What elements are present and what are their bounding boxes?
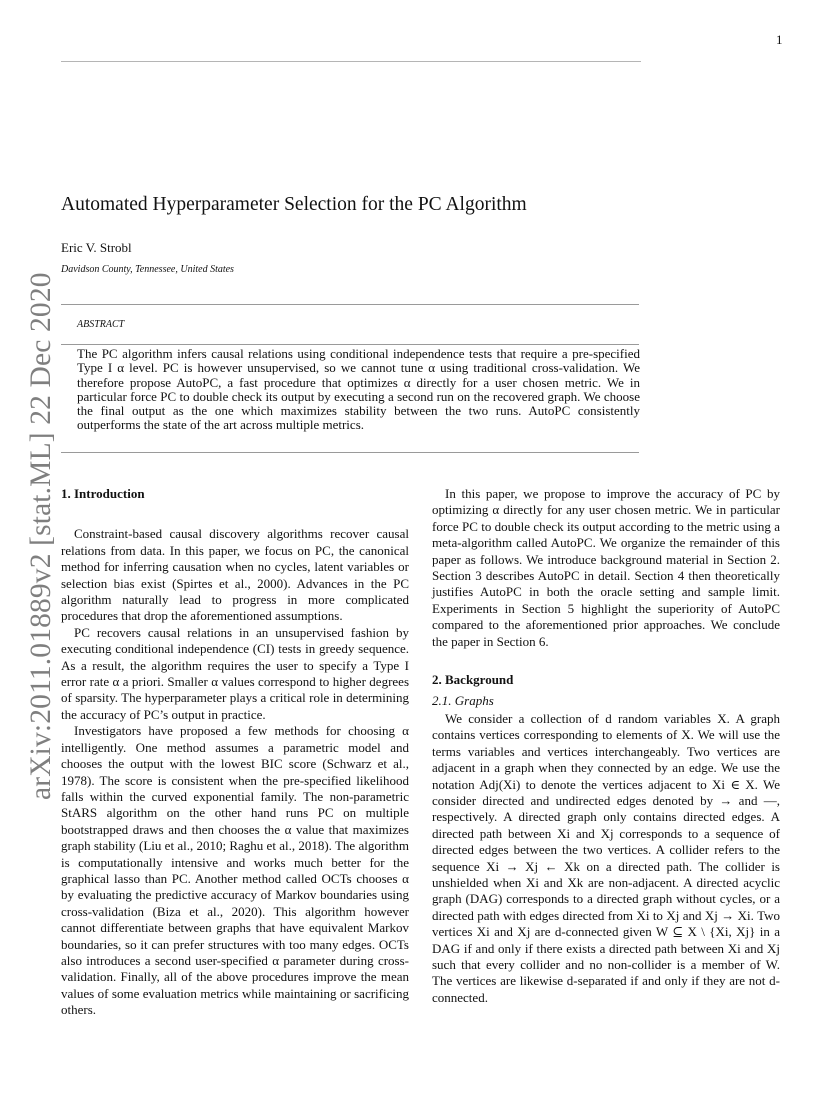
section-heading-introduction: 1. Introduction (61, 486, 145, 501)
left-column (61, 486, 409, 1019)
intro-paragraph: Investigators have proposed a few methods for choosing α intelligently. One method assumes a parametric model and chooses the output with the lowest BIC score (Schwarz et al., 1978). The score is consistent when the pre-specified likelihood falls within the curved exponential family. The non-parametric StARS algorithm on the other hand runs PC on multiple bootstrapped draws and then chooses the α value that maximizes graph stability (Liu et al., 2010; Raghu et al., 2018). The algorithm is computationally intensive and works much better for the graphical lasso than PC. Another method called OCTs chooses α by evaluating the predictive accuracy of Markov boundaries using cross-validation (Biza et al., 2020). This algorithm however cannot differentiate between graphs that have equivalent Markov boundaries, so it can prefer structures with too many edges. OCTs also introduces a second user-specified α parameter during cross-validation. Finally, all of the above procedures improve the mean values of some evaluation metrics while maintaining or sacrificing others. (61, 723, 409, 1018)
abstract-heading: ABSTRACT (77, 319, 125, 330)
background-paragraph: We consider a collection of d random variables X. A graph contains vertices corresponding to elements of X. We will use the terms variables and vertices interchangeably. Two vertices are adjacent in a graph when they connected by an edge. We use the notation Adj(Xi) to denote the vertices adjacent to Xi ∈ X. We consider directed and undirected edges denoted by → and —, respectively. A directed graph only contains directed edges. A directed path between Xi and Xj corresponds to a sequence of directed edges between the two vertices. A collider refers to the sequence Xi → Xj ← Xk on a directed path. The collider is unshielded when Xi and Xk are non-adjacent. A directed acyclic graph (DAG) corresponds to a directed graph without cycles, or a directed path with edges directed from Xi to Xj and Xj → Xi. Two vertices Xi and Xj are d-connected given W ⊆ X \ {Xi, Xj} in a DAG if and only if there exists a directed path between Xi and Xj such that every collider and no non-collider is a member of W. The vertices are likewise d-separated if and only if they are not d-connected. (432, 710, 780, 1005)
abstract-top-rule (61, 304, 639, 305)
intro-paragraph: In this paper, we propose to improve the accuracy of PC by optimizing α directly for any user chosen metric. We in particular force PC to double check its output according to the metric using a meta-algorithm called AutoPC. We organize the remainder of this paper as follows. We introduce background material in Section 2. Section 3 describes AutoPC in detail. Section 4 then theoretically justifies AutoPC in both the oracle setting and sample limit. Experiments in Section 5 highlight the superiority of AutoPC compared to the aforementioned prior approaches. We conclude the paper in Section 6. (432, 486, 780, 649)
subsection-heading-graphs: 2.1. Graphs (432, 693, 494, 709)
author-name: Eric V. Strobl (61, 240, 132, 255)
paper-title: Automated Hyperparameter Selection for the PC Algorithm (61, 194, 527, 215)
page-number: 1 (776, 32, 783, 47)
section-heading-background: 2. Background (432, 672, 514, 688)
abstract-heading-rule (61, 344, 639, 345)
abstract-bottom-rule (61, 452, 639, 453)
header-rule (61, 61, 641, 62)
author-affiliation: Davidson County, Tennessee, United States (61, 264, 234, 275)
intro-paragraph: Constraint-based causal discovery algorithms recover causal relations from data. In this paper, we focus on PC, the canonical method for inferring causation when no cycles, latent variables or selection bias exist (Spirtes et al., 2000). Advances in the PC algorithm naturally lead to progress in more complicated procedures that drop the aforementioned assumptions. (61, 526, 409, 624)
right-column (432, 486, 780, 1006)
arxiv-side-banner: arXiv:2011.01889v2 [stat.ML] 22 Dec 2020 (25, 272, 57, 800)
intro-paragraph: PC recovers causal relations in an unsupervised fashion by executing conditional independence (CI) tests in greedy sequence. As a result, the algorithm requires the user to specify a Type I error rate α a priori. Smaller α values correspond to higher degrees of sparsity. The hyperparameter plays a critical role in determining the accuracy of PC’s output in practice. (61, 624, 409, 722)
abstract-text: The PC algorithm infers causal relations using conditional independence tests that require a pre-specified Type I α level. PC is however unsupervised, so we cannot tune α using traditional cross-validation. We therefore propose AutoPC, a fast procedure that optimizes α directly for a user chosen metric. We in particular force PC to double check its output by executing a second run on the recovered graph. We choose the final output as the one which maximizes stability between the two runs. AutoPC consistently outperforms the state of the art across multiple metrics. (77, 346, 640, 433)
